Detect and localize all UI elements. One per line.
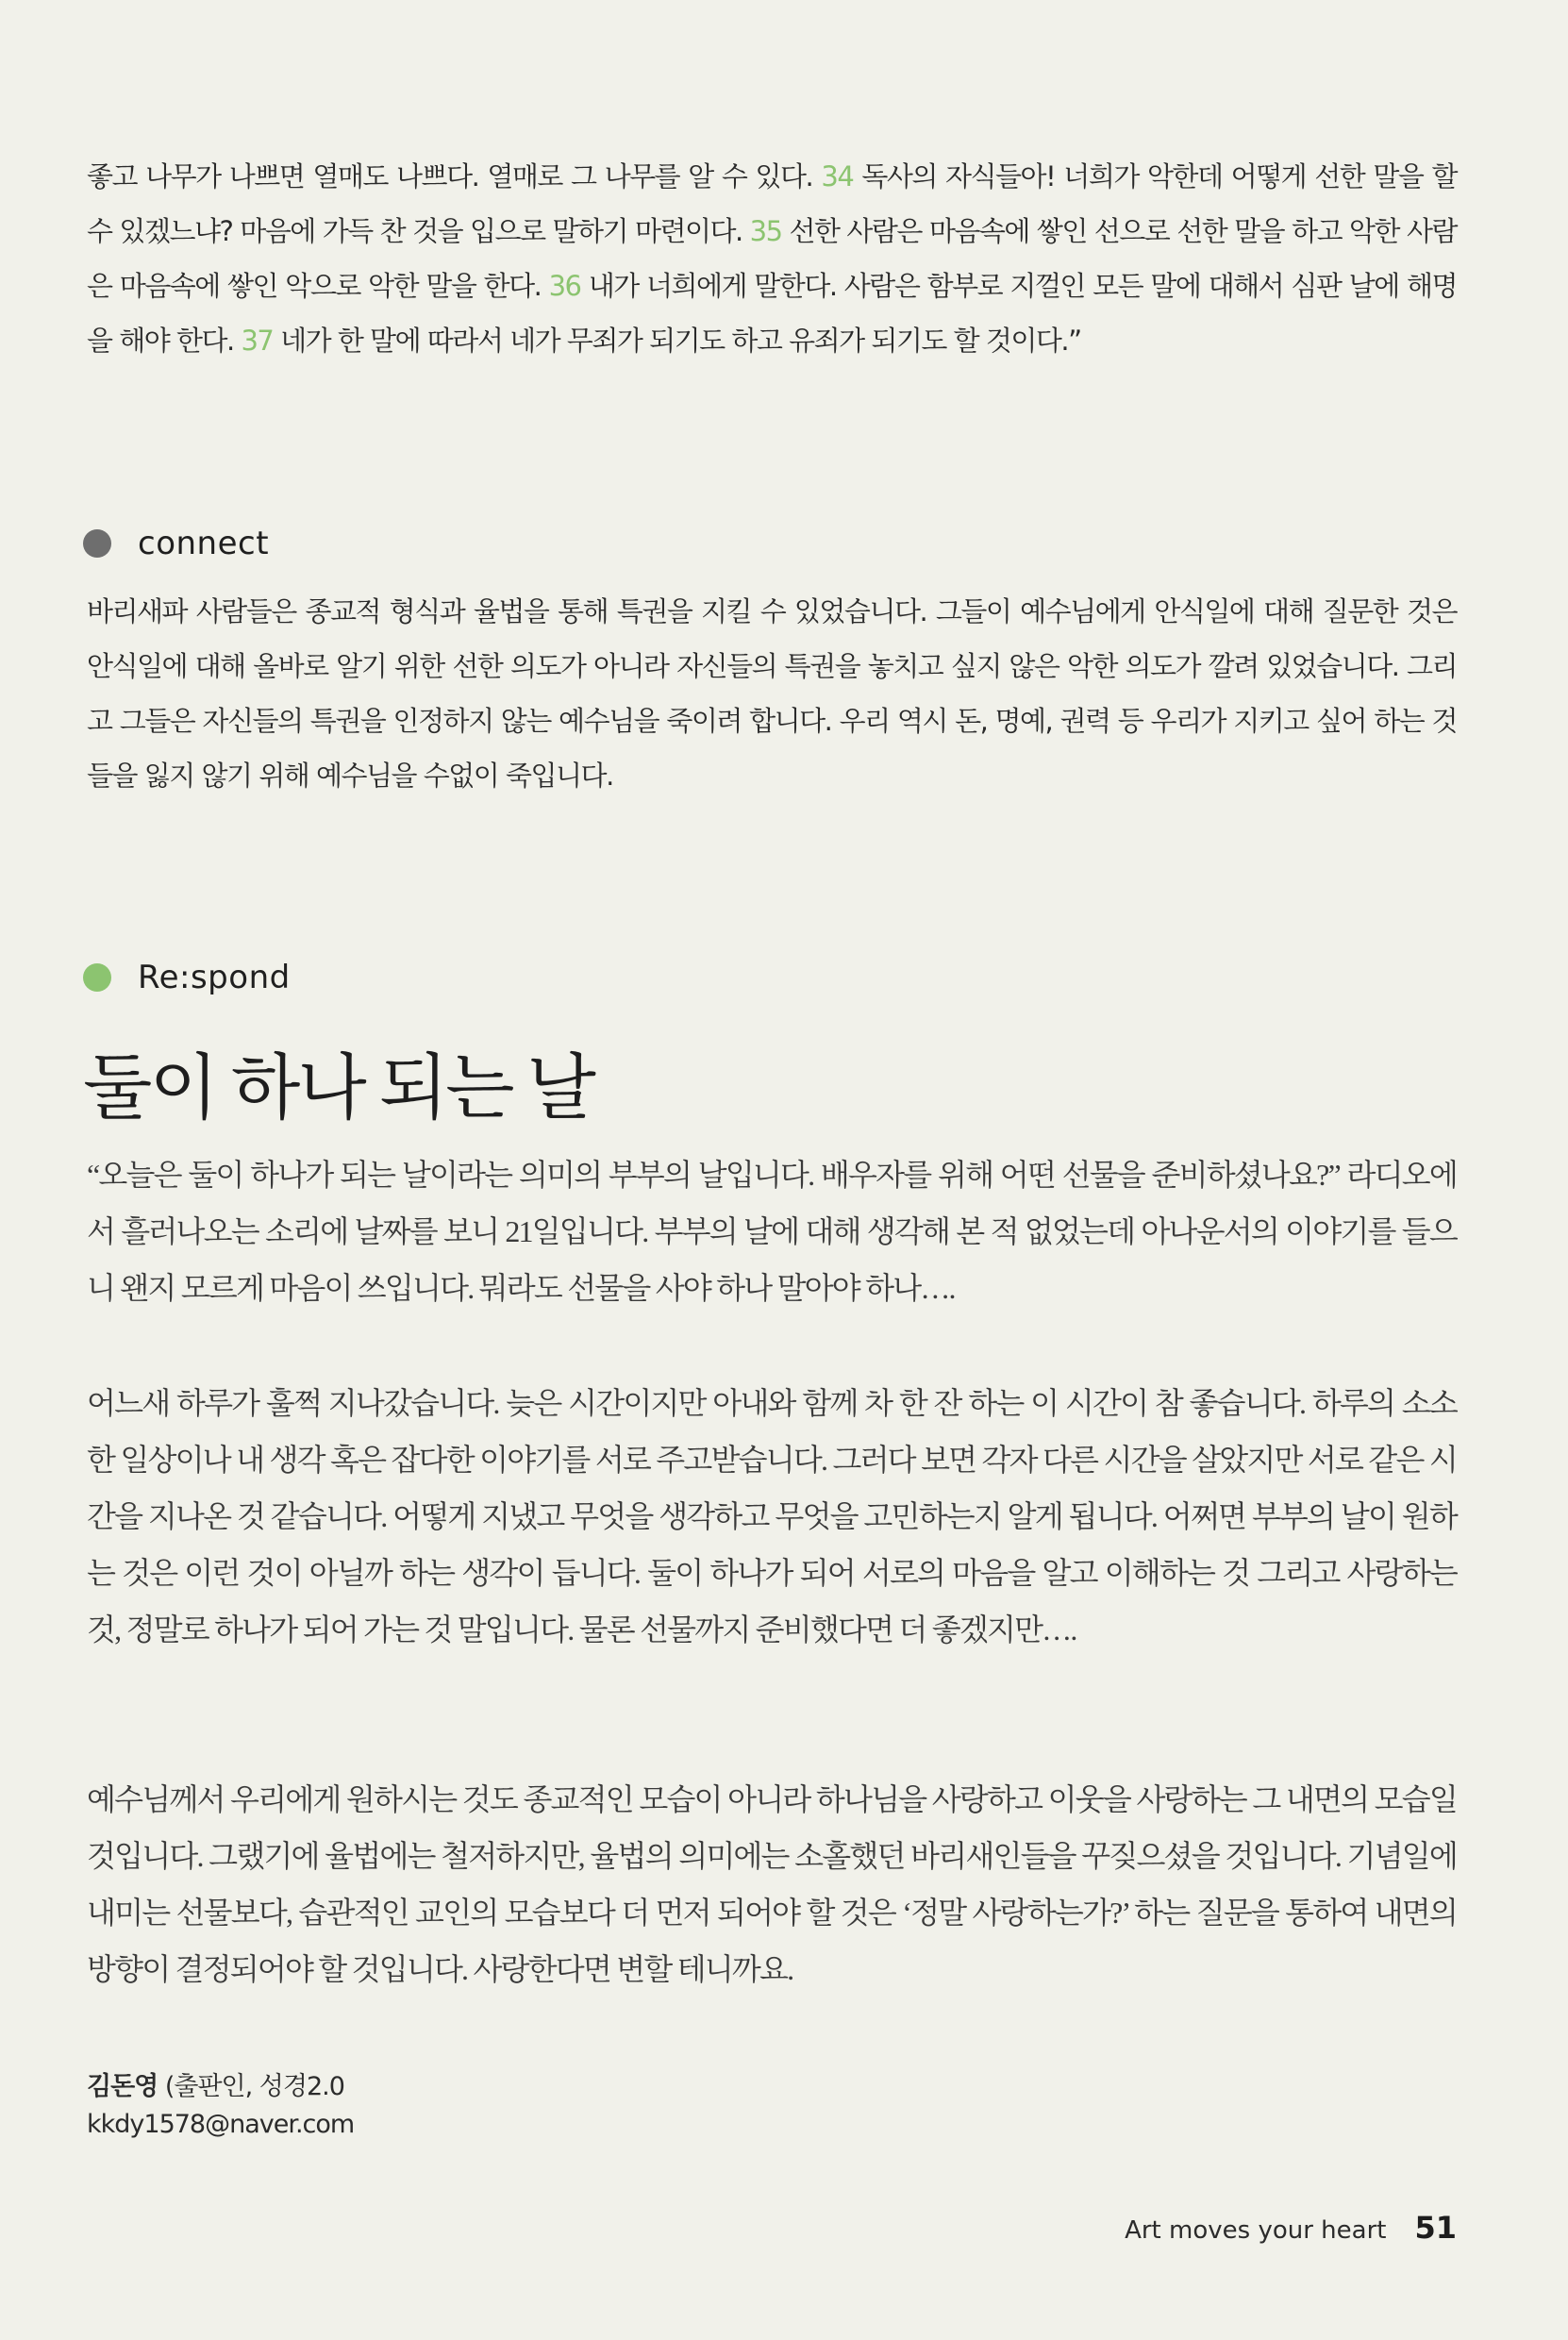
- scripture-segment: 내가 너희에게 말한다. 사람은 함부로 지껄인 모든 말에 대해서 심판 날에 해명을 해야 한다.: [87, 270, 1457, 357]
- author-email: kkdy1578@naver.com: [87, 2110, 355, 2139]
- bullet-dot-icon: [83, 963, 111, 992]
- respond-heading: [83, 959, 291, 996]
- connect-label: connect: [138, 525, 270, 562]
- verse-number: 37: [241, 325, 274, 357]
- page-footer: [1125, 2210, 1457, 2246]
- essay-text: 예수님께서 우리에게 원하시는 것도 종교적인 모습이 아니라 하나님을 사랑하고 이웃을 사랑하는 그 내면의 모습일 것입니다. 그랬기에 율법에는 철저하지만, 율법의 의미에는 소홀했던 바리새인들을 꾸짖으셨을 것입니다. 기념일에 내미는 선물보다, 습관적인 교인의 모습보다 더 먼저 되어야 할 것은 ‘정말 사랑하는가?’ 하는 질문을 통하여 내면의 방향이 결정되어야 할 것입니다. 사랑한다면 변할 테니까요.: [87, 1782, 1457, 1986]
- page-number: 51: [1414, 2210, 1457, 2246]
- essay-paragraph-3: [87, 1771, 1457, 1997]
- author-credit: [87, 2068, 354, 2144]
- connect-body: [87, 584, 1457, 803]
- connect-paragraph: 바리새파 사람들은 종교적 형식과 율법을 통해 특권을 지킬 수 있었습니다. 그들이 예수님에게 안식일에 대해 질문한 것은 안식일에 대해 올바로 알기 위한 선한 의도가 아니라 자신들의 특권을 놓치고 싶지 않은 악한 의도가 깔려 있었습니다. 그리고 그들은 자신들의 특권을 인정하지 않는 예수님을 죽이려 합니다. 우리 역시 돈, 명예, 권력 등 우리가 지키고 싶어 하는 것들을 잃지 않기 위해 예수님을 수없이 죽입니다.: [87, 595, 1457, 792]
- footer-tagline: Art moves your heart: [1125, 2216, 1387, 2245]
- scripture-text: [87, 149, 1457, 368]
- verse-number: 34: [821, 160, 854, 192]
- verse-number: 36: [548, 270, 581, 302]
- scripture-segment: 선한 사람은 마음속에 쌓인 선으로 선한 말을 하고 악한 사람은 마음속에 쌓인 악으로 악한 말을 한다.: [87, 215, 1457, 302]
- essay-paragraph-1: [87, 1146, 1457, 1316]
- author-line: [87, 2068, 354, 2106]
- respond-label: Re:spond: [138, 959, 291, 996]
- scripture-segment: 좋고 나무가 나쁘면 열매도 나쁘다. 열매로 그 나무를 알 수 있다.: [87, 160, 822, 192]
- scripture-passage: [87, 149, 1457, 368]
- essay-text: 어느새 하루가 훌쩍 지나갔습니다. 늦은 시간이지만 아내와 함께 차 한 잔 하는 이 시간이 참 좋습니다. 하루의 소소한 일상이나 내 생각 혹은 잡다한 이야기를 서로 주고받습니다. 그러다 보면 각자 다른 시간을 살았지만 서로 같은 시간을 지나온 것 같습니다. 어떻게 지냈고 무엇을 생각하고 무엇을 고민하는지 알게 됩니다. 어쩌면 부부의 날이 원하는 것은 이런 것이 아닐까 하는 생각이 듭니다. 둘이 하나가 되어 서로의 마음을 알고 이해하는 것 그리고 사랑하는 것, 정말로 하나가 되어 가는 것 말입니다. 물론 선물까지 준비했다면 더 좋겠지만….: [87, 1386, 1457, 1646]
- connect-heading: [83, 525, 269, 562]
- essay-paragraph-2: [87, 1375, 1457, 1658]
- essay-text: “오늘은 둘이 하나가 되는 날이라는 의미의 부부의 날입니다. 배우자를 위해 어떤 선물을 준비하셨나요?” 라디오에서 흘러나오는 소리에 날짜를 보니 21일입니다. 부부의 날에 대해 생각해 본 적 없었는데 아나운서의 이야기를 들으니 왠지 모르게 마음이 쓰입니다. 뭐라도 선물을 사야 하나 말아야 하나….: [87, 1158, 1457, 1305]
- author-name: 김돈영: [87, 2072, 158, 2101]
- article-title: 둘이 하나 되는 날: [83, 1049, 593, 1128]
- author-role: (출판인, 성경2.0: [158, 2072, 344, 2101]
- scripture-segment: 네가 한 말에 따라서 네가 무죄가 되기도 하고 유죄가 되기도 할 것이다.”: [273, 325, 1081, 357]
- bullet-dot-icon: [83, 529, 111, 558]
- scripture-segment: 독사의 자식들아! 너희가 악한데 어떻게 선한 말을 할 수 있겠느냐? 마음에 가득 찬 것을 입으로 말하기 마련이다.: [87, 160, 1457, 247]
- verse-number: 35: [749, 215, 782, 247]
